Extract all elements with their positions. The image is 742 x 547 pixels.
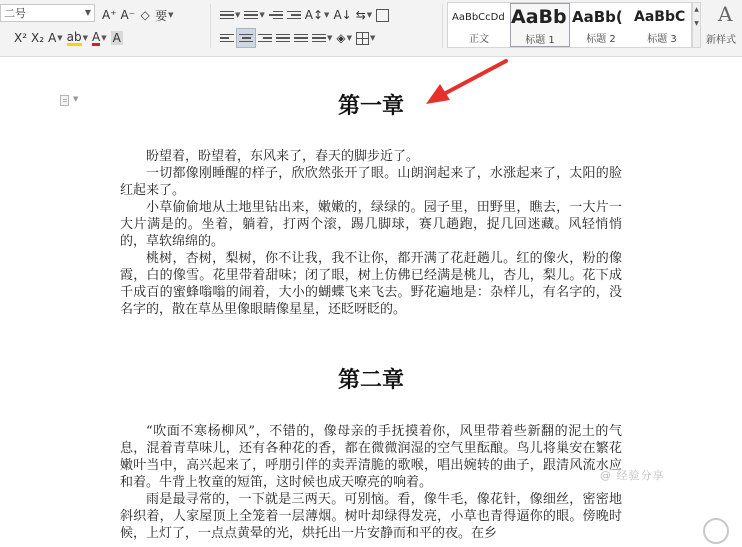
style-heading-3[interactable]: AaBbC 标题 3 (634, 9, 686, 45)
decrease-indent-button[interactable] (267, 5, 285, 25)
eraser-icon: ◇ (140, 8, 150, 22)
paragraph[interactable]: 雨是最寻常的，一下就是三两天。可别恼。看，像牛毛，像花针，像细丝，密密地斜织着，人家屋顶上全笼着一层薄烟。树叶却绿得发亮，小草也青得逼你的眼。傍晚时候，上灯了，一点点黄晕的光，烘托出一片安静而和平的夜。在乡 (120, 492, 622, 541)
align-right-button[interactable] (256, 28, 274, 48)
highlight-icon: ab (66, 29, 82, 44)
chapter2-body[interactable] (120, 423, 622, 542)
paragraph[interactable]: 桃树，杏树，梨树，你不让我，我不让你，都开满了花赶趟儿。红的像火，粉的像霞，白的像雪。花里带着甜味；闭了眼，树上仿佛已经满是桃儿，杏儿，梨儿。花下成千成百的蜜蜂嗡嗡的闹着，大小的蝴蝶飞来飞去。野花遍地是：杂样儿，有名字的，没名字的，散在草丛里像眼睛像星星，还眨呀眨的。 (120, 251, 622, 317)
borders-icon (356, 32, 369, 45)
style-gallery (447, 2, 692, 48)
text-effect-button[interactable]: A ▼ (48, 31, 63, 45)
sort-button[interactable] (331, 5, 353, 25)
chapter1-body[interactable] (120, 148, 622, 318)
bullets-button[interactable]: ▼ (218, 5, 242, 25)
grow-font-button[interactable]: A⁺ (102, 8, 117, 22)
style-heading-2[interactable]: AaBb( 标题 2 (572, 8, 623, 45)
font-size-select[interactable] (0, 4, 95, 22)
increase-indent-button[interactable] (285, 5, 303, 25)
paragraph-layout-icon[interactable] (60, 95, 69, 106)
shrink-font-button[interactable]: A⁻ (120, 8, 136, 22)
ribbon-toolbar (0, 0, 742, 57)
table-frame-button[interactable] (374, 5, 391, 25)
paragraph[interactable]: 盼望着，盼望着，东风来了，春天的脚步近了。 (146, 149, 420, 164)
new-style-button[interactable]: A 新样式 (706, 2, 736, 46)
chapter1-heading[interactable]: 第一章 (337, 93, 404, 119)
numbering-button[interactable]: ▼ (242, 5, 266, 25)
char-shading-button[interactable]: A (112, 31, 121, 45)
align-left-button[interactable] (218, 28, 236, 48)
line-spacing-icon (312, 31, 326, 45)
align-center-icon (239, 31, 253, 45)
chapter2-heading[interactable]: 第二章 (337, 367, 404, 393)
numbered-list-icon (244, 8, 258, 22)
justify-button[interactable] (274, 28, 292, 48)
paragraph[interactable]: “吹面不寒杨柳风”，不错的，像母亲的手抚摸着你，风里带着些新翻的泥土的气息，混着青草味儿，还有各种花的香，都在微微润湿的空气里酝酿。鸟儿将巢安在繁花嫩叶当中，高兴起来了，呼朋引伴的卖弄清脆的歌喉，唱出婉转的曲子，跟清风流水应和着。牛背上牧童的短笛，这时候也成天嘹亮的响着。 (120, 424, 622, 490)
sort-icon: A↓ (333, 8, 352, 22)
highlight-button[interactable]: ab ▼ (66, 29, 89, 44)
justify-icon (276, 31, 290, 45)
align-center-button[interactable] (236, 28, 256, 48)
text-direction-icon: A↕ (304, 8, 324, 22)
align-left-icon (220, 31, 234, 45)
line-break-icon: ⇆ (355, 8, 366, 22)
paragraph[interactable]: 一切都像刚睡醒的样子，欣欣然张开了眼。山朗润起来了，水涨起来了，太阳的脸红起来了。 (120, 166, 622, 198)
font-color-icon: A (92, 29, 101, 44)
text-direction-button[interactable]: A↕ ▼ (304, 8, 330, 22)
phonetic-guide-button[interactable]: 要 ▼ (155, 8, 174, 23)
new-style-icon: A (718, 2, 733, 26)
distributed-button[interactable] (292, 28, 310, 48)
line-spacing-button[interactable]: ▼ (310, 28, 334, 48)
watermark-logo-icon (703, 518, 729, 544)
divider (210, 4, 211, 48)
style-gallery-scroll[interactable]: ▲ ▼ (692, 2, 701, 48)
bullet-list-icon (220, 8, 234, 22)
outdent-icon (269, 8, 283, 22)
indent-icon (287, 8, 301, 22)
style-heading-1[interactable]: AaBb 标题 1 (510, 3, 570, 47)
subscript-button[interactable]: X₂ (31, 31, 45, 45)
annotation-arrow-icon (420, 58, 510, 108)
style-normal[interactable]: AaBbCcDd 正文 (452, 12, 505, 45)
borders-button[interactable]: ▼ (354, 28, 377, 48)
paragraph[interactable]: 小草偷偷地从土地里钻出来，嫩嫩的，绿绿的。园子里，田野里，瞧去，一大片一大片满是的。坐着，躺着，打两个滚，踢几脚球，赛几趟跑，捉几回迷藏。风轻悄悄的，草软绵绵的。 (120, 200, 622, 249)
font-size-value: 二号 (4, 7, 26, 20)
clear-format-button[interactable] (137, 5, 153, 25)
divider (442, 4, 443, 48)
paint-bucket-icon: ◈ (336, 31, 346, 45)
align-right-icon (258, 31, 272, 45)
frame-icon (376, 9, 389, 22)
shading-button[interactable]: ◈ ▼ (336, 31, 353, 45)
chevron-down-icon[interactable]: ▼ (73, 95, 79, 103)
chevron-down-icon: ▼ (84, 8, 91, 17)
watermark: @ 经验分享 (600, 469, 665, 482)
distributed-icon (294, 31, 308, 45)
superscript-button[interactable]: X² (14, 31, 28, 45)
font-color-button[interactable]: A ▼ (92, 29, 107, 44)
line-break-button[interactable]: ⇆ ▼ (355, 8, 373, 22)
